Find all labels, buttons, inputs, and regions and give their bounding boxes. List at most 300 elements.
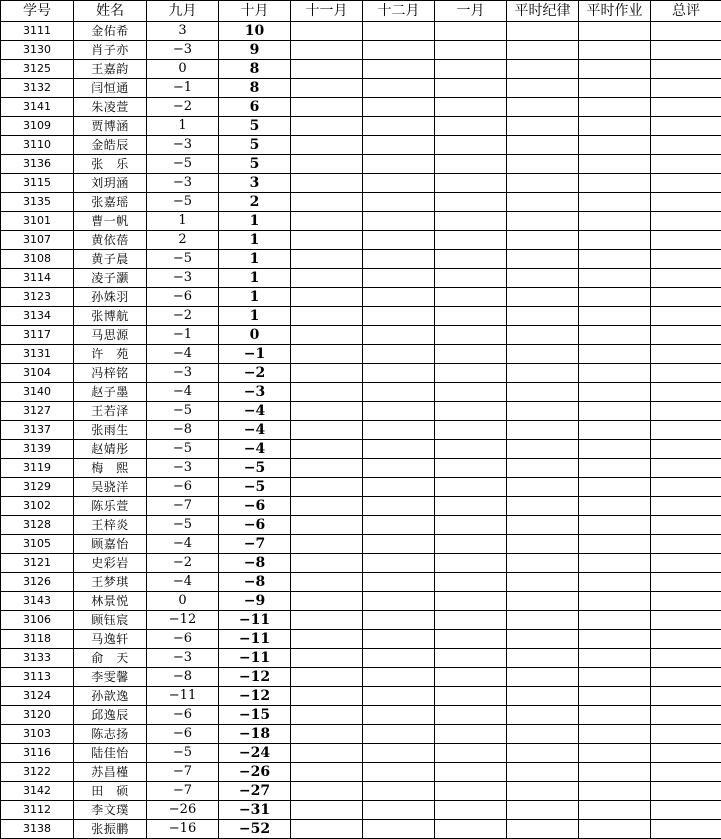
october-score-cell[interactable]: −26: [219, 763, 291, 782]
september-score-cell[interactable]: −1: [147, 326, 219, 345]
december-cell[interactable]: [363, 801, 435, 820]
overall-cell[interactable]: [651, 649, 721, 668]
january-cell[interactable]: [435, 136, 507, 155]
overall-cell[interactable]: [651, 516, 721, 535]
student-id-cell[interactable]: 3136: [1, 155, 74, 174]
december-cell[interactable]: [363, 345, 435, 364]
student-id-cell[interactable]: 3106: [1, 611, 74, 630]
january-cell[interactable]: [435, 193, 507, 212]
student-name-cell[interactable]: 王若泽: [74, 402, 147, 421]
november-cell[interactable]: [291, 79, 363, 98]
student-id-cell[interactable]: 3128: [1, 516, 74, 535]
student-name-cell[interactable]: 苏昌槿: [74, 763, 147, 782]
discipline-cell[interactable]: [507, 231, 579, 250]
december-cell[interactable]: [363, 155, 435, 174]
september-score-cell[interactable]: −6: [147, 478, 219, 497]
overall-cell[interactable]: [651, 592, 721, 611]
overall-cell[interactable]: [651, 630, 721, 649]
overall-cell[interactable]: [651, 117, 721, 136]
december-cell[interactable]: [363, 364, 435, 383]
homework-cell[interactable]: [579, 668, 651, 687]
december-cell[interactable]: [363, 459, 435, 478]
november-cell[interactable]: [291, 269, 363, 288]
september-score-cell[interactable]: −4: [147, 573, 219, 592]
student-name-cell[interactable]: 王梦琪: [74, 573, 147, 592]
october-score-cell[interactable]: −6: [219, 497, 291, 516]
november-cell[interactable]: [291, 820, 363, 839]
homework-cell[interactable]: [579, 516, 651, 535]
overall-cell[interactable]: [651, 136, 721, 155]
october-score-cell[interactable]: 1: [219, 212, 291, 231]
student-name-cell[interactable]: 张 乐: [74, 155, 147, 174]
september-score-cell[interactable]: −4: [147, 383, 219, 402]
october-score-cell[interactable]: 1: [219, 250, 291, 269]
november-cell[interactable]: [291, 763, 363, 782]
header-december[interactable]: 十二月: [363, 1, 435, 22]
december-cell[interactable]: [363, 725, 435, 744]
december-cell[interactable]: [363, 820, 435, 839]
student-id-cell[interactable]: 3125: [1, 60, 74, 79]
discipline-cell[interactable]: [507, 250, 579, 269]
october-score-cell[interactable]: −4: [219, 440, 291, 459]
discipline-cell[interactable]: [507, 725, 579, 744]
homework-cell[interactable]: [579, 155, 651, 174]
january-cell[interactable]: [435, 421, 507, 440]
december-cell[interactable]: [363, 79, 435, 98]
overall-cell[interactable]: [651, 250, 721, 269]
student-name-cell[interactable]: 俞 天: [74, 649, 147, 668]
january-cell[interactable]: [435, 22, 507, 41]
homework-cell[interactable]: [579, 307, 651, 326]
september-score-cell[interactable]: −7: [147, 763, 219, 782]
january-cell[interactable]: [435, 155, 507, 174]
october-score-cell[interactable]: 5: [219, 117, 291, 136]
discipline-cell[interactable]: [507, 763, 579, 782]
discipline-cell[interactable]: [507, 687, 579, 706]
november-cell[interactable]: [291, 459, 363, 478]
overall-cell[interactable]: [651, 801, 721, 820]
homework-cell[interactable]: [579, 60, 651, 79]
student-name-cell[interactable]: 张雨生: [74, 421, 147, 440]
november-cell[interactable]: [291, 744, 363, 763]
september-score-cell[interactable]: −2: [147, 307, 219, 326]
discipline-cell[interactable]: [507, 630, 579, 649]
student-name-cell[interactable]: 曹一帆: [74, 212, 147, 231]
october-score-cell[interactable]: 5: [219, 136, 291, 155]
homework-cell[interactable]: [579, 269, 651, 288]
discipline-cell[interactable]: [507, 193, 579, 212]
december-cell[interactable]: [363, 326, 435, 345]
discipline-cell[interactable]: [507, 117, 579, 136]
october-score-cell[interactable]: −15: [219, 706, 291, 725]
student-id-cell[interactable]: 3112: [1, 801, 74, 820]
november-cell[interactable]: [291, 516, 363, 535]
homework-cell[interactable]: [579, 383, 651, 402]
november-cell[interactable]: [291, 611, 363, 630]
september-score-cell[interactable]: −6: [147, 725, 219, 744]
september-score-cell[interactable]: −4: [147, 345, 219, 364]
homework-cell[interactable]: [579, 592, 651, 611]
january-cell[interactable]: [435, 79, 507, 98]
december-cell[interactable]: [363, 22, 435, 41]
header-overall[interactable]: 总评: [651, 1, 721, 22]
september-score-cell[interactable]: −5: [147, 516, 219, 535]
november-cell[interactable]: [291, 364, 363, 383]
december-cell[interactable]: [363, 307, 435, 326]
overall-cell[interactable]: [651, 668, 721, 687]
december-cell[interactable]: [363, 136, 435, 155]
november-cell[interactable]: [291, 136, 363, 155]
september-score-cell[interactable]: 2: [147, 231, 219, 250]
january-cell[interactable]: [435, 364, 507, 383]
january-cell[interactable]: [435, 212, 507, 231]
discipline-cell[interactable]: [507, 269, 579, 288]
student-name-cell[interactable]: 张振鹏: [74, 820, 147, 839]
november-cell[interactable]: [291, 117, 363, 136]
december-cell[interactable]: [363, 212, 435, 231]
discipline-cell[interactable]: [507, 649, 579, 668]
september-score-cell[interactable]: −8: [147, 668, 219, 687]
january-cell[interactable]: [435, 269, 507, 288]
december-cell[interactable]: [363, 41, 435, 60]
overall-cell[interactable]: [651, 174, 721, 193]
december-cell[interactable]: [363, 687, 435, 706]
overall-cell[interactable]: [651, 212, 721, 231]
september-score-cell[interactable]: 1: [147, 117, 219, 136]
overall-cell[interactable]: [651, 687, 721, 706]
homework-cell[interactable]: [579, 326, 651, 345]
november-cell[interactable]: [291, 421, 363, 440]
student-name-cell[interactable]: 王嘉韵: [74, 60, 147, 79]
discipline-cell[interactable]: [507, 345, 579, 364]
discipline-cell[interactable]: [507, 744, 579, 763]
student-id-cell[interactable]: 3118: [1, 630, 74, 649]
december-cell[interactable]: [363, 497, 435, 516]
student-name-cell[interactable]: 金皓辰: [74, 136, 147, 155]
student-id-cell[interactable]: 3115: [1, 174, 74, 193]
homework-cell[interactable]: [579, 231, 651, 250]
january-cell[interactable]: [435, 250, 507, 269]
january-cell[interactable]: [435, 98, 507, 117]
january-cell[interactable]: [435, 649, 507, 668]
student-id-cell[interactable]: 3117: [1, 326, 74, 345]
november-cell[interactable]: [291, 725, 363, 744]
homework-cell[interactable]: [579, 782, 651, 801]
october-score-cell[interactable]: −3: [219, 383, 291, 402]
september-score-cell[interactable]: −4: [147, 535, 219, 554]
january-cell[interactable]: [435, 326, 507, 345]
homework-cell[interactable]: [579, 288, 651, 307]
student-id-cell[interactable]: 3129: [1, 478, 74, 497]
header-discipline[interactable]: 平时纪律: [507, 1, 579, 22]
december-cell[interactable]: [363, 193, 435, 212]
overall-cell[interactable]: [651, 155, 721, 174]
december-cell[interactable]: [363, 478, 435, 497]
homework-cell[interactable]: [579, 117, 651, 136]
september-score-cell[interactable]: −2: [147, 98, 219, 117]
header-student-id[interactable]: 学号: [1, 1, 74, 22]
overall-cell[interactable]: [651, 22, 721, 41]
student-id-cell[interactable]: 3113: [1, 668, 74, 687]
student-id-cell[interactable]: 3103: [1, 725, 74, 744]
january-cell[interactable]: [435, 516, 507, 535]
student-name-cell[interactable]: 赵婧彤: [74, 440, 147, 459]
october-score-cell[interactable]: 8: [219, 79, 291, 98]
homework-cell[interactable]: [579, 364, 651, 383]
overall-cell[interactable]: [651, 79, 721, 98]
october-score-cell[interactable]: 2: [219, 193, 291, 212]
october-score-cell[interactable]: −11: [219, 630, 291, 649]
discipline-cell[interactable]: [507, 440, 579, 459]
overall-cell[interactable]: [651, 383, 721, 402]
november-cell[interactable]: [291, 307, 363, 326]
student-name-cell[interactable]: 张嘉瑶: [74, 193, 147, 212]
homework-cell[interactable]: [579, 136, 651, 155]
january-cell[interactable]: [435, 554, 507, 573]
october-score-cell[interactable]: −4: [219, 421, 291, 440]
homework-cell[interactable]: [579, 193, 651, 212]
january-cell[interactable]: [435, 763, 507, 782]
november-cell[interactable]: [291, 592, 363, 611]
january-cell[interactable]: [435, 440, 507, 459]
homework-cell[interactable]: [579, 41, 651, 60]
november-cell[interactable]: [291, 155, 363, 174]
november-cell[interactable]: [291, 250, 363, 269]
october-score-cell[interactable]: 6: [219, 98, 291, 117]
student-id-cell[interactable]: 3107: [1, 231, 74, 250]
october-score-cell[interactable]: 0: [219, 326, 291, 345]
student-id-cell[interactable]: 3105: [1, 535, 74, 554]
january-cell[interactable]: [435, 592, 507, 611]
homework-cell[interactable]: [579, 79, 651, 98]
student-id-cell[interactable]: 3104: [1, 364, 74, 383]
student-name-cell[interactable]: 李雯馨: [74, 668, 147, 687]
student-id-cell[interactable]: 3134: [1, 307, 74, 326]
homework-cell[interactable]: [579, 649, 651, 668]
january-cell[interactable]: [435, 307, 507, 326]
student-id-cell[interactable]: 3142: [1, 782, 74, 801]
overall-cell[interactable]: [651, 820, 721, 839]
september-score-cell[interactable]: 0: [147, 592, 219, 611]
homework-cell[interactable]: [579, 535, 651, 554]
january-cell[interactable]: [435, 174, 507, 193]
october-score-cell[interactable]: −12: [219, 687, 291, 706]
student-name-cell[interactable]: 马思源: [74, 326, 147, 345]
january-cell[interactable]: [435, 573, 507, 592]
october-score-cell[interactable]: −12: [219, 668, 291, 687]
student-id-cell[interactable]: 3111: [1, 22, 74, 41]
discipline-cell[interactable]: [507, 79, 579, 98]
january-cell[interactable]: [435, 497, 507, 516]
student-name-cell[interactable]: 邱逸辰: [74, 706, 147, 725]
december-cell[interactable]: [363, 649, 435, 668]
november-cell[interactable]: [291, 497, 363, 516]
student-id-cell[interactable]: 3127: [1, 402, 74, 421]
november-cell[interactable]: [291, 440, 363, 459]
overall-cell[interactable]: [651, 307, 721, 326]
overall-cell[interactable]: [651, 60, 721, 79]
january-cell[interactable]: [435, 478, 507, 497]
discipline-cell[interactable]: [507, 41, 579, 60]
september-score-cell[interactable]: −5: [147, 440, 219, 459]
december-cell[interactable]: [363, 383, 435, 402]
student-name-cell[interactable]: 陆佳怡: [74, 744, 147, 763]
discipline-cell[interactable]: [507, 782, 579, 801]
discipline-cell[interactable]: [507, 288, 579, 307]
student-id-cell[interactable]: 3132: [1, 79, 74, 98]
student-id-cell[interactable]: 3114: [1, 269, 74, 288]
overall-cell[interactable]: [651, 98, 721, 117]
discipline-cell[interactable]: [507, 402, 579, 421]
october-score-cell[interactable]: 3: [219, 174, 291, 193]
student-name-cell[interactable]: 陈乐萱: [74, 497, 147, 516]
student-id-cell[interactable]: 3108: [1, 250, 74, 269]
november-cell[interactable]: [291, 649, 363, 668]
header-november[interactable]: 十一月: [291, 1, 363, 22]
october-score-cell[interactable]: −4: [219, 402, 291, 421]
header-january[interactable]: 一月: [435, 1, 507, 22]
homework-cell[interactable]: [579, 98, 651, 117]
overall-cell[interactable]: [651, 193, 721, 212]
homework-cell[interactable]: [579, 421, 651, 440]
discipline-cell[interactable]: [507, 801, 579, 820]
december-cell[interactable]: [363, 744, 435, 763]
discipline-cell[interactable]: [507, 459, 579, 478]
student-name-cell[interactable]: 孙姝羽: [74, 288, 147, 307]
discipline-cell[interactable]: [507, 22, 579, 41]
homework-cell[interactable]: [579, 706, 651, 725]
discipline-cell[interactable]: [507, 706, 579, 725]
september-score-cell[interactable]: −3: [147, 136, 219, 155]
october-score-cell[interactable]: −2: [219, 364, 291, 383]
student-name-cell[interactable]: 陈志扬: [74, 725, 147, 744]
september-score-cell[interactable]: −11: [147, 687, 219, 706]
student-name-cell[interactable]: 许 苑: [74, 345, 147, 364]
header-name[interactable]: 姓名: [74, 1, 147, 22]
discipline-cell[interactable]: [507, 497, 579, 516]
september-score-cell[interactable]: −1: [147, 79, 219, 98]
november-cell[interactable]: [291, 193, 363, 212]
january-cell[interactable]: [435, 706, 507, 725]
homework-cell[interactable]: [579, 611, 651, 630]
november-cell[interactable]: [291, 288, 363, 307]
october-score-cell[interactable]: 5: [219, 155, 291, 174]
student-id-cell[interactable]: 3140: [1, 383, 74, 402]
november-cell[interactable]: [291, 98, 363, 117]
student-name-cell[interactable]: 李文璞: [74, 801, 147, 820]
student-name-cell[interactable]: 孙歆逸: [74, 687, 147, 706]
discipline-cell[interactable]: [507, 307, 579, 326]
homework-cell[interactable]: [579, 402, 651, 421]
october-score-cell[interactable]: 10: [219, 22, 291, 41]
january-cell[interactable]: [435, 782, 507, 801]
september-score-cell[interactable]: −8: [147, 421, 219, 440]
september-score-cell[interactable]: −5: [147, 193, 219, 212]
overall-cell[interactable]: [651, 554, 721, 573]
header-homework[interactable]: 平时作业: [579, 1, 651, 22]
overall-cell[interactable]: [651, 440, 721, 459]
student-name-cell[interactable]: 王梓炎: [74, 516, 147, 535]
overall-cell[interactable]: [651, 326, 721, 345]
overall-cell[interactable]: [651, 782, 721, 801]
overall-cell[interactable]: [651, 573, 721, 592]
discipline-cell[interactable]: [507, 174, 579, 193]
overall-cell[interactable]: [651, 421, 721, 440]
overall-cell[interactable]: [651, 497, 721, 516]
discipline-cell[interactable]: [507, 592, 579, 611]
october-score-cell[interactable]: 1: [219, 288, 291, 307]
homework-cell[interactable]: [579, 212, 651, 231]
homework-cell[interactable]: [579, 630, 651, 649]
discipline-cell[interactable]: [507, 611, 579, 630]
december-cell[interactable]: [363, 763, 435, 782]
october-score-cell[interactable]: −9: [219, 592, 291, 611]
november-cell[interactable]: [291, 41, 363, 60]
january-cell[interactable]: [435, 41, 507, 60]
student-id-cell[interactable]: 3116: [1, 744, 74, 763]
november-cell[interactable]: [291, 687, 363, 706]
homework-cell[interactable]: [579, 725, 651, 744]
november-cell[interactable]: [291, 174, 363, 193]
homework-cell[interactable]: [579, 478, 651, 497]
header-october[interactable]: 十月: [219, 1, 291, 22]
overall-cell[interactable]: [651, 288, 721, 307]
discipline-cell[interactable]: [507, 573, 579, 592]
student-id-cell[interactable]: 3133: [1, 649, 74, 668]
october-score-cell[interactable]: −52: [219, 820, 291, 839]
october-score-cell[interactable]: −27: [219, 782, 291, 801]
january-cell[interactable]: [435, 383, 507, 402]
october-score-cell[interactable]: −5: [219, 459, 291, 478]
overall-cell[interactable]: [651, 725, 721, 744]
student-name-cell[interactable]: 赵子墨: [74, 383, 147, 402]
september-score-cell[interactable]: −3: [147, 649, 219, 668]
student-id-cell[interactable]: 3122: [1, 763, 74, 782]
september-score-cell[interactable]: −5: [147, 155, 219, 174]
november-cell[interactable]: [291, 782, 363, 801]
september-score-cell[interactable]: 3: [147, 22, 219, 41]
discipline-cell[interactable]: [507, 535, 579, 554]
october-score-cell[interactable]: 1: [219, 231, 291, 250]
student-name-cell[interactable]: 顾嘉怡: [74, 535, 147, 554]
september-score-cell[interactable]: 0: [147, 60, 219, 79]
december-cell[interactable]: [363, 60, 435, 79]
october-score-cell[interactable]: −7: [219, 535, 291, 554]
homework-cell[interactable]: [579, 345, 651, 364]
student-name-cell[interactable]: 金佑希: [74, 22, 147, 41]
november-cell[interactable]: [291, 478, 363, 497]
homework-cell[interactable]: [579, 459, 651, 478]
january-cell[interactable]: [435, 630, 507, 649]
november-cell[interactable]: [291, 535, 363, 554]
overall-cell[interactable]: [651, 478, 721, 497]
september-score-cell[interactable]: −12: [147, 611, 219, 630]
september-score-cell[interactable]: −3: [147, 41, 219, 60]
december-cell[interactable]: [363, 573, 435, 592]
november-cell[interactable]: [291, 668, 363, 687]
january-cell[interactable]: [435, 744, 507, 763]
december-cell[interactable]: [363, 592, 435, 611]
october-score-cell[interactable]: −11: [219, 611, 291, 630]
student-name-cell[interactable]: 张博航: [74, 307, 147, 326]
overall-cell[interactable]: [651, 744, 721, 763]
overall-cell[interactable]: [651, 706, 721, 725]
overall-cell[interactable]: [651, 345, 721, 364]
student-id-cell[interactable]: 3102: [1, 497, 74, 516]
december-cell[interactable]: [363, 231, 435, 250]
november-cell[interactable]: [291, 573, 363, 592]
student-id-cell[interactable]: 3143: [1, 592, 74, 611]
